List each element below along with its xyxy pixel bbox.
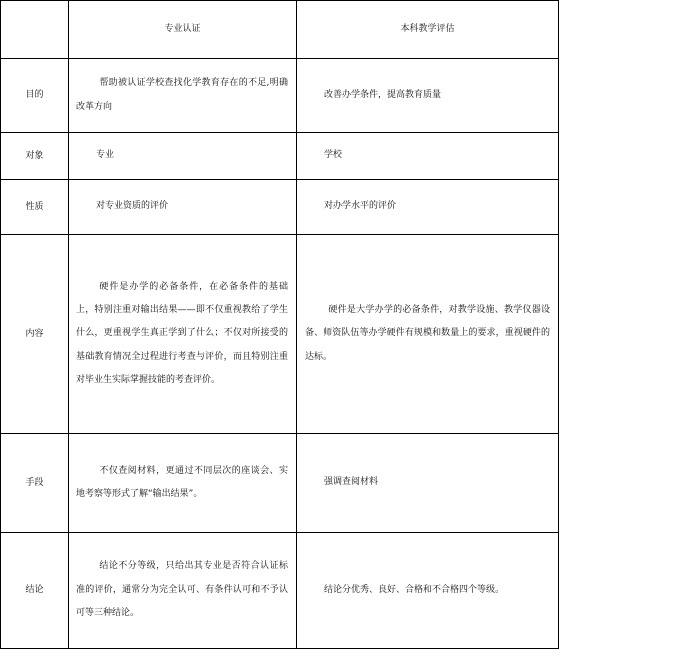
cell-text: 对专业资质的评价	[96, 201, 169, 212]
table-row-content	[1, 235, 559, 434]
cell-certification-conclusion	[69, 533, 297, 649]
cell-certification-nature	[69, 180, 297, 235]
table-row-nature	[1, 180, 559, 235]
cell-text: 对办学水平的评价	[324, 201, 397, 212]
cell-text: 改善办学条件，提高教育质量	[324, 89, 442, 100]
cell-text: 学校	[324, 150, 343, 161]
cell-evaluation-nature	[297, 180, 559, 235]
row-label-means: 手段	[1, 434, 69, 533]
cell-text: 硬件是办学的必备条件，在必备条件的基础上，特别注重对输出结果——即不仅重视教给了学生什么，更重视学生真正学到了什么；不仅对所接受的基础教育情况全过程进行考查与评价，而且特别注重对毕业生实际掌握技能的考查评价。	[76, 281, 288, 386]
cell-evaluation-purpose	[297, 59, 559, 133]
row-label-content: 内容	[1, 235, 69, 434]
header-undergraduate-teaching-evaluation: 本科教学评估	[297, 1, 559, 59]
table-row-conclusion	[1, 533, 559, 649]
header-blank-cell	[1, 1, 69, 59]
cell-text: 结论分优秀、良好、合格和不合格四个等级。	[324, 584, 505, 595]
table-row-means	[1, 434, 559, 533]
header-professional-certification: 专业认证	[69, 1, 297, 59]
row-label-conclusion: 结论	[1, 533, 69, 649]
cell-text: 硬件是大学办学的必备条件，对教学设施、教学仪器设备、师资队伍等办学硬件有规模和数量上的要求，重视硬件的达标。	[305, 304, 550, 362]
cell-certification-content	[69, 235, 297, 434]
cell-certification-object	[69, 133, 297, 180]
cell-text: 不仅查阅材料，更通过不同层次的座谈会、实地考察等形式了解“输出结果”。	[76, 465, 288, 499]
row-label-object: 对象	[1, 133, 69, 180]
cell-evaluation-means	[297, 434, 559, 533]
header-row	[1, 1, 559, 59]
table-row-object	[1, 133, 559, 180]
row-label-nature: 性质	[1, 180, 69, 235]
cell-evaluation-conclusion	[297, 533, 559, 649]
table-row-purpose	[1, 59, 559, 133]
cell-certification-means	[69, 434, 297, 533]
row-label-purpose: 目的	[1, 59, 69, 133]
cell-evaluation-content	[297, 235, 559, 434]
cell-text: 强调查阅材料	[324, 477, 379, 488]
cell-evaluation-object	[297, 133, 559, 180]
cell-text: 帮助被认证学校查找化学教育存在的不足,明确改革方向	[76, 78, 288, 112]
cell-certification-purpose	[69, 59, 297, 133]
cell-text: 专业	[96, 150, 115, 161]
cell-text: 结论不分等级，只给出其专业是否符合认证标准的评价，通常分为完全认可、有条件认可和不予认可等三种结论。	[76, 561, 288, 619]
